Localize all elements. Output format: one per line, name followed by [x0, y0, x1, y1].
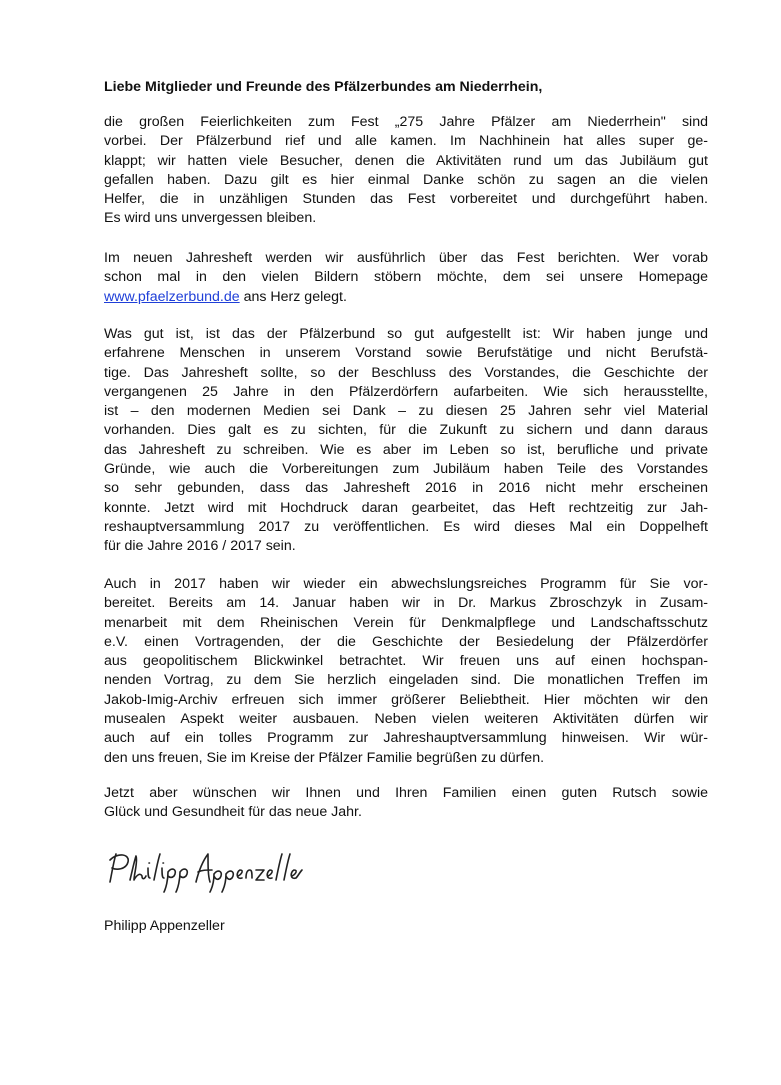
- text-line: Gründe, wie auch die Vorbereitungen zum Jubiläum haben Teile des Vorstandes: [104, 461, 708, 478]
- text-line: so sehr gebunden, dass das Jahresheft 2016 in 2016 nicht mehr erscheinen: [104, 480, 708, 497]
- text-line: auch auf ein tolles Programm zur Jahreshauptversammlung hinweisen. Wir wür-: [104, 730, 708, 747]
- paragraph-vorstand: [104, 325, 708, 557]
- text-line: Es wird uns unvergessen bleiben.: [104, 210, 317, 227]
- text-line: für die Jahre 2016 / 2017 sein.: [104, 538, 296, 555]
- paragraph-closing-wishes: [104, 784, 708, 823]
- text-line: Was gut ist, ist das der Pfälzerbund so gut aufgestellt ist: Wir haben junge und: [104, 326, 708, 342]
- text-line: ist – den modernen Medien sei Dank – zu diesen 25 Jahren sehr viel Material: [104, 403, 708, 420]
- text-line: tige. Das Jahresheft sollte, so der Beschluss des Vorstandes, die Geschichte der: [104, 364, 708, 381]
- paragraph-programm-2017: [104, 575, 708, 768]
- text-line: vergangenen 25 Jahre in den Pfälzerdörfern aufarbeiten. Wie sich herausstellte,: [104, 383, 708, 400]
- text-line: erfahrene Menschen in unserem Vorstand sowie Berufstätige und nicht Berufstä-: [104, 345, 708, 362]
- text-line: [104, 288, 708, 307]
- paragraph-jahresheft-homepage: [104, 249, 708, 307]
- paragraph-festival: [104, 113, 708, 229]
- text-line: reshauptversammlung 2017 zu veröffentlichen. Es wird dieses Mal ein Doppelheft: [104, 518, 708, 535]
- text-line: schon mal in den vielen Bildern stöbern möchte, dem sei unsere Homepage: [104, 269, 708, 286]
- text-line: Jakob-Imig-Archiv erfreuen sich immer größerer Beliebtheit. Hier möchten wir den: [104, 691, 708, 708]
- letter-greeting: Liebe Mitglieder und Freunde des Pfälzerbundes am Niederrhein,: [104, 79, 543, 95]
- text-line: konnte. Jetzt wird mit Hochdruck daran gearbeitet, das Heft rechtzeitig zur Jah-: [104, 499, 708, 516]
- text-line: den uns freuen, Sie im Kreise der Pfälzer Familie begrüßen zu dürfen.: [104, 749, 545, 766]
- text-line: gefallen haben. Dazu gilt es hier einmal Danke schön zu sagen an die vielen: [104, 171, 708, 188]
- text-line: nenden Vortrag, zu dem Sie herzlich eingeladen sind. Die monatlichen Treffen im: [104, 672, 708, 689]
- text-line: das Jahresheft zu schreiben. Wie es aber im Leben so ist, berufliche und private: [104, 441, 708, 458]
- text-line: Glück und Gesundheit für das neue Jahr.: [104, 804, 362, 821]
- text-line: Helfer, die in unzähligen Stunden das Fest vorbereitet und durchgeführt haben.: [104, 191, 708, 208]
- text-line: bereitet. Bereits am 14. Januar haben wir in Dr. Markus Zbroschzyk in Zusam-: [104, 595, 708, 612]
- text-line: menarbeit mit dem Rheinischen Verein für Denkmalpflege und Landschaftsschutz: [104, 614, 708, 631]
- text-line: Jetzt aber wünschen wir Ihnen und Ihren Familien einen guten Rutsch sowie: [104, 785, 708, 801]
- text-line: e.V. einen Vortragenden, der die Geschichte der Besiedelung der Pfälzerdörfer: [104, 633, 708, 650]
- signer-name: Philipp Appenzeller: [104, 918, 225, 934]
- homepage-link[interactable]: www.pfaelzerbund.de: [104, 288, 240, 305]
- text-line: aus geopolitischem Blickwinkel betrachtet. Wir freuen uns auf einen hochspan-: [104, 653, 708, 670]
- text-line: vorhanden. Dies galt es zu sichten, für die Zukunft zu sichern und dann daraus: [104, 422, 708, 439]
- text-line: Auch in 2017 haben wir wieder ein abwechslungsreiches Programm für Sie vor-: [104, 576, 708, 592]
- text-line: die großen Feierlichkeiten zum Fest „275 Jahre Pfälzer am Niederrhein" sind: [104, 114, 708, 130]
- text-line: Im neuen Jahresheft werden wir ausführlich über das Fest berichten. Wer vorab: [104, 250, 708, 266]
- text-line: musealen Aspekt weiter ausbauen. Neben vielen weiteren Aktivitäten dürfen wir: [104, 711, 708, 728]
- handwritten-signature: [104, 846, 304, 896]
- text-fragment: ans Herz gelegt.: [239, 288, 347, 305]
- text-line: vorbei. Der Pfälzerbund rief und alle kamen. Im Nachhinein hat alles super ge-: [104, 133, 708, 150]
- text-line: klappt; wir hatten viele Besucher, denen die Aktivitäten rund um das Jubiläum gut: [104, 152, 708, 169]
